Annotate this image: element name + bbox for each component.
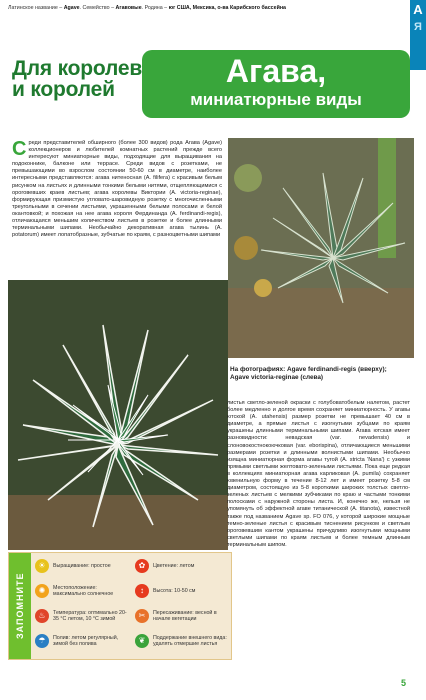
drop-cap: С	[12, 138, 27, 160]
intro-text	[12, 140, 222, 239]
leaf-icon: ❦	[135, 634, 149, 648]
alphabet-tab	[410, 0, 426, 70]
latin-label: Латинское название –	[8, 5, 63, 11]
kicker-heading	[12, 58, 142, 100]
caption-prefix: На фотографиях:	[230, 366, 287, 373]
header-line	[0, 0, 396, 22]
tip-text: Высота: 10-50 см	[153, 587, 196, 594]
kicker-line-1: Для королев	[12, 57, 143, 80]
homeland-value: юг США, Мексика, о-ва Карибского бассейна	[168, 5, 286, 11]
family-value: Агавовые	[115, 5, 142, 11]
remember-label: ЗАПОМНИТЕ	[9, 553, 31, 659]
tip-item	[35, 584, 131, 598]
caption-text: Agave ferdinandi-regis (вверху); Agave victoria-reginae (слева)	[230, 366, 387, 381]
remember-box	[8, 552, 232, 660]
tip-item	[135, 634, 231, 648]
page-number: 5	[400, 678, 406, 688]
homeland-label: . Родина –	[141, 5, 168, 11]
agave-victoria-photo	[8, 280, 228, 550]
latin-value: Agave	[63, 5, 80, 11]
tip-text: Местоположение: максимально солнечное	[53, 584, 114, 597]
kicker-line-2: и королей	[12, 78, 115, 101]
title-sub: миниатюрные виды	[190, 90, 362, 109]
tab-letter-a: А	[413, 2, 423, 17]
tip-text: Пересаживание: весной в начале вегетации	[153, 609, 217, 622]
title-main: Агава,	[225, 53, 327, 89]
tip-item	[35, 609, 131, 623]
tip-item	[35, 634, 131, 648]
sun-icon: ☀	[35, 559, 49, 573]
flower-icon: ✿	[135, 559, 149, 573]
height-icon: ↕	[135, 584, 149, 598]
tip-text: Выращивание: простое	[53, 562, 111, 569]
tip-text: Температура: оптимально 20-35 °С летом, 10 °С зимой	[53, 609, 127, 622]
tip-item	[135, 559, 231, 573]
water-icon: ☂	[35, 634, 49, 648]
tip-item	[135, 609, 231, 623]
tip-item	[135, 584, 231, 598]
tip-item	[35, 559, 131, 573]
photo-caption	[230, 366, 406, 382]
shears-icon: ✂	[135, 609, 149, 623]
tip-text: Поддержание внешнего вида: удалять отмершие листья	[153, 634, 227, 647]
title-box	[142, 50, 410, 118]
intro-body: реди представителей обширного (более 300 видов) рода Агава (Agave) коллекционеров и любителей комнатных растений прежде всего интересуют миниатюрные виды, подходящие для выращивания на подоконнике, балконе или террасе. Среди видов с розетками, не превышающими во взрослом состоянии 50-60 см в диаметре, наиболее интересными представляются: агава нитеносная (A. filifera) с красивым белым рисунком на листьях и длинными тонкими белыми нитями, отщепляющимися с ороговевших краев листьев; агава королевы Виктории (A. victoria-reginae), формирующая призмистую угловато-шаровидную розетку с многочисленными треугольными в сечении листьями, украшенными белыми полосами и белой окантовкой; и похожая на нее агава короля Фердинанда (A. ferdinandi-regis), отличающаяся меньшим количеством листьев в розетке и более длинными терминальными шипами. Необычайно декоративная агава тылинь (A. potatorum) имеет лопатобразные, зубчатые по краям, с разноцветными шипами	[12, 140, 222, 239]
right-text-body: листья светло-зеленой окраски с голубоватобелым налетом, растет более медленно и долгое время сохраняет миниатюрность. У агавы ютской (A. utahensis) размер розетки не превышает 40 см в диаметре, а прямые листья с изогнутыми зубцами по краям украшены длинными терминальными шипами. Агава ютская имеет разновидности: невадская (var. nevadensis) и слоновокостнокоючковая (var. eborispina), отличающиеся меньшими размерами розетки и длинными волнистыми шипами. Необычно изящна миниатюрная форма агавы тугой (A. stricta 'Nana') с узкими прямыми светлыми желтовато-зелеными листьями. Пока еще редкая в коллекциях миниатюрная агава карликовая (A. pumila) сохраняет ювенильную форму в течение 8-12 лет и имеет розетку 5-8 см диаметром, состоящую из 5-8 короткими широких толстых светло-зеленых листьев с мелкими зубчиками по краю и частыми тонкими полосками с наружной стороны листа. И, конечно же, нельзя не упомянуть об эффектной агаве титанической (A. titanota), известной также под названием Agave sp. FO 076, у которой широкие мощные темно-зеленые листья с красивым тиснением рисунком и светлым ороговевшим кантом украшены причудливо изогнутыми мощными светлыми шипами по краям листьев и более темным длинным терминальным шипом.	[227, 400, 410, 548]
family-label: . Семейство –	[79, 5, 115, 11]
thermometer-icon: ♨	[35, 609, 49, 623]
agave-ferdinandi-photo	[228, 138, 414, 358]
tab-letter-ya: Я	[414, 21, 422, 33]
light-icon: ✺	[35, 584, 49, 598]
right-text-column	[227, 400, 410, 549]
tip-text: Цветение: летом	[153, 562, 195, 569]
tip-text: Полив: летом регулярный, зимой без полива	[53, 634, 119, 647]
